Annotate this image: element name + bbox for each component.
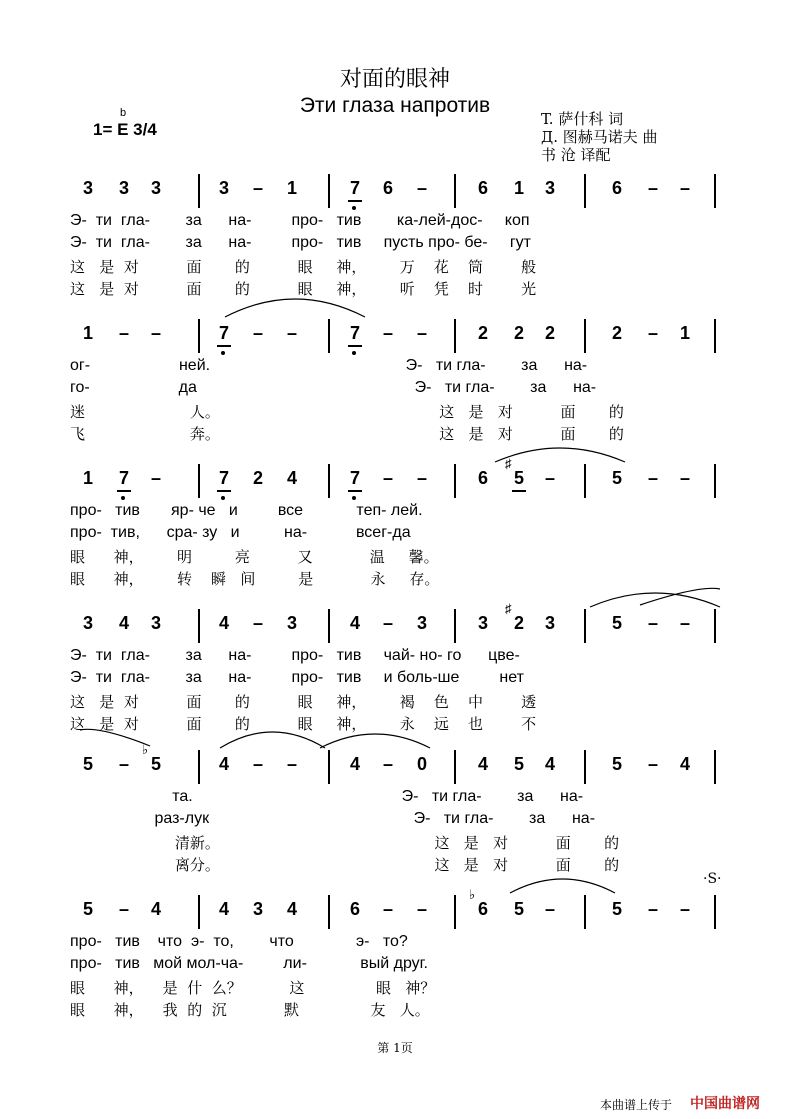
note: 1 [513,178,524,198]
note: 5 [513,899,524,919]
note: 2 ♯ [505,601,524,633]
note: 5 [82,754,93,774]
lyric-line-chinese: 飞 奔。 这 是 对 面 的 [70,425,624,443]
bar-line [454,609,456,643]
dash-note: – [252,178,263,198]
key-signature [93,107,157,140]
lyric-line-russian: про- тив яр- че и все теп- лей. [70,502,423,519]
note: 0 [416,754,427,774]
bar-line [454,464,456,498]
bar-line [584,319,586,353]
dash-note: – [382,323,393,343]
dash-note: – [416,468,427,488]
lyric-line-russian: про- тив что э- то, что э- то? [70,933,408,950]
sharp-sign: ♯ [505,456,512,471]
lyric-line-chinese: 这 是 对 面 的 眼 神， 褐 色 中 透 [70,693,537,711]
dash-note: – [252,754,263,774]
bar-line [714,464,716,498]
lower-octave-dot [121,496,125,500]
note: 2 [252,468,263,488]
dash-note: – [679,899,690,919]
note: 3 [416,613,427,633]
note: 6 [611,178,622,198]
bar-line [328,464,330,498]
lyric-line-russian: про- тив мой мол-ча- ли- вый друг. [70,955,428,972]
dash-note: – [416,323,427,343]
note: 1 [679,323,690,343]
flat-sign: ♭ [469,887,476,902]
bar-line [584,609,586,643]
note: 3 [82,613,93,633]
lyric-line-russian: Э- ти гла- за на- про- тив ка-лей-дос- коп [70,212,530,229]
note: 5 ♭ [142,742,161,774]
note: 4 [286,468,297,488]
notes-row [70,456,720,498]
note: 3 [118,178,129,198]
lower-octave-dot [352,206,356,210]
underline [217,345,231,347]
lyric-line-russian: та. Э- ти гла- за на- [70,788,584,805]
note: 3 [150,178,161,198]
credit-lyricist: T. 萨什科 词 [541,110,624,128]
lyric-line-russian: ог- ней. Э- ти гла- за на- [70,357,588,374]
note: 3 [150,613,161,633]
notes-row [70,887,720,929]
dash-note: – [382,754,393,774]
underline [348,200,362,202]
note: 5 [611,468,622,488]
bar-line [328,750,330,784]
slur-arc [590,593,720,607]
slur-arc [510,879,615,893]
lyric-line-chinese: 眼 神， 转 瞬 间 是 永 存。 [70,570,440,588]
dash-note: – [382,468,393,488]
note: 3 [544,613,555,633]
notes-row [70,319,720,353]
bar-line [328,895,330,929]
note: 6 [349,899,360,919]
credit-composer: Д. 图赫马诺夫 曲 [541,128,658,146]
note: 4 [118,613,129,633]
note: 1 [286,178,297,198]
key-text: 1= E 3/4 [93,120,157,139]
note: 2 [513,323,524,343]
bar-line [454,750,456,784]
bar-line [584,750,586,784]
note: 5 [513,754,524,774]
lyric-line-chinese: 迷 人。 这 是 对 面 的 [70,403,624,421]
note: 3 [252,899,263,919]
dash-note: – [252,323,263,343]
bar-line [198,895,200,929]
note: 2 [611,323,622,343]
tie-arc [640,588,720,605]
bar-line [328,319,330,353]
note: 1 [82,323,93,343]
note: 3 [544,178,555,198]
dash-note: – [679,178,690,198]
note: 6 [477,468,488,488]
lyric-line-russian: про- тив, сра- зу и на- всег-да [70,524,411,541]
note: 7 [216,468,232,489]
note: 5 [611,899,622,919]
dash-note: – [544,468,555,488]
bar-line [584,895,586,929]
note: 4 [477,754,488,774]
dash-note: – [382,899,393,919]
note: 5 [611,613,622,633]
note: 2 [477,323,488,343]
bar-line [584,174,586,208]
dash-note: – [647,323,658,343]
note: 3 [82,178,93,198]
bar-line [454,174,456,208]
dash-note: – [118,323,129,343]
lower-octave-dot [352,351,356,355]
note: 3 [218,178,229,198]
note: 4 [679,754,690,774]
dash-note: – [647,178,658,198]
note: 7 [216,323,232,344]
dash-note: – [150,323,161,343]
note: 6 [382,178,393,198]
dash-note: – [382,613,393,633]
lyric-line-chinese: 清新。 这 是 对 面 的 [70,834,620,852]
lower-octave-dot [352,496,356,500]
note: 4 [544,754,555,774]
dash-note: – [679,468,690,488]
lyric-line-russian: раз-лук Э- ти гла- за на- [70,810,596,827]
note: 3 [286,613,297,633]
dash-note: – [679,613,690,633]
note: 4 [218,754,229,774]
note: 4 [150,899,161,919]
bar-line [198,319,200,353]
credit-translator: 书 沧 译配 [541,146,611,164]
lyric-line-chinese: 眼 神， 明 亮 又 温 馨。 [70,548,439,566]
dash-note: – [416,178,427,198]
bar-line [454,895,456,929]
dash-note: – [118,754,129,774]
bar-line [198,609,200,643]
bar-line [454,319,456,353]
bar-line [198,174,200,208]
lyric-line-russian: го- да Э- ти гла- за на- [70,379,597,396]
site-logo: 中国曲谱网 [690,1096,760,1112]
key-flat-mark: b [120,107,127,119]
note: 5 [82,899,93,919]
note: 3 [477,613,488,633]
dash-note: – [647,613,658,633]
bar-line [714,895,716,929]
lyric-line-chinese: 这 是 对 面 的 眼 神， 万 花 筒 般 [70,258,537,276]
lyric-line-chinese: 眼 神， 我 的 沉 默 友 人。 [70,1001,430,1019]
note: 5 ♯ [511,468,527,489]
note: 4 [286,899,297,919]
notes-row [70,742,720,784]
slur-arc [320,734,430,748]
note: 7 [347,468,363,489]
note: 1 [82,468,93,488]
dash-note: – [647,754,658,774]
lyric-line-chinese: 这 是 对 面 的 眼 神， 永 远 也 不 [70,715,537,733]
sharp-sign: ♯ [505,601,512,616]
bar-line [714,319,716,353]
bar-line [714,609,716,643]
note: 7 [116,468,132,489]
underline [217,490,231,492]
dash-note: – [286,754,297,774]
upload-note: 本曲谱上传于 [600,1098,673,1112]
flat-sign: ♭ [142,742,149,757]
lower-octave-dot [221,351,225,355]
underline [512,490,526,492]
title-russian: Эти глаза напротив [299,94,491,117]
note: 6 [477,178,488,198]
page-number: 第 1页 [377,1041,413,1055]
dash-note: – [286,323,297,343]
underline [348,490,362,492]
notes-row [70,174,720,208]
note: 4 [218,613,229,633]
note: 4 [349,754,360,774]
bar-line [714,174,716,208]
note: 2 [544,323,555,343]
note: 4 [349,613,360,633]
bar-line [198,464,200,498]
dash-note: – [544,899,555,919]
slur-arc [220,732,325,748]
lyric-line-chinese: 这 是 对 面 的 眼 神， 听 凭 时 光 [70,280,537,298]
bar-line [328,609,330,643]
notes-row [70,601,720,643]
lyric-line-russian: Э- ти гла- за на- про- тив чай- но- го цве- [70,647,520,664]
dash-note: – [647,899,658,919]
segno-mark: ·S· [703,871,722,887]
note: 6 ♭ [469,887,488,919]
underline [117,490,131,492]
bar-line [714,750,716,784]
lyric-line-chinese: 离分。 这 是 对 面 的 [70,856,620,874]
note: 5 [611,754,622,774]
dash-note: – [118,899,129,919]
bar-line [198,750,200,784]
title-chinese: 对面的眼神 [339,67,450,92]
lyric-line-chinese: 眼 神， 是 什 么？ 这 眼 神？ [70,979,436,997]
dash-note: – [150,468,161,488]
slur-arc [225,299,365,317]
underline [348,345,362,347]
bar-line [328,174,330,208]
lyric-line-russian: Э- ти гла- за на- про- тив и боль-ше нет [70,669,524,686]
note: 7 [347,178,363,199]
lower-octave-dot [221,496,225,500]
dash-note: – [647,468,658,488]
dash-note: – [252,613,263,633]
slur-arc [495,448,625,462]
lyric-line-russian: Э- ти гла- за на- про- тив пусть про- бе- гут [70,234,532,251]
bar-line [584,464,586,498]
dash-note: – [416,899,427,919]
note: 4 [218,899,229,919]
note: 7 [347,323,363,344]
